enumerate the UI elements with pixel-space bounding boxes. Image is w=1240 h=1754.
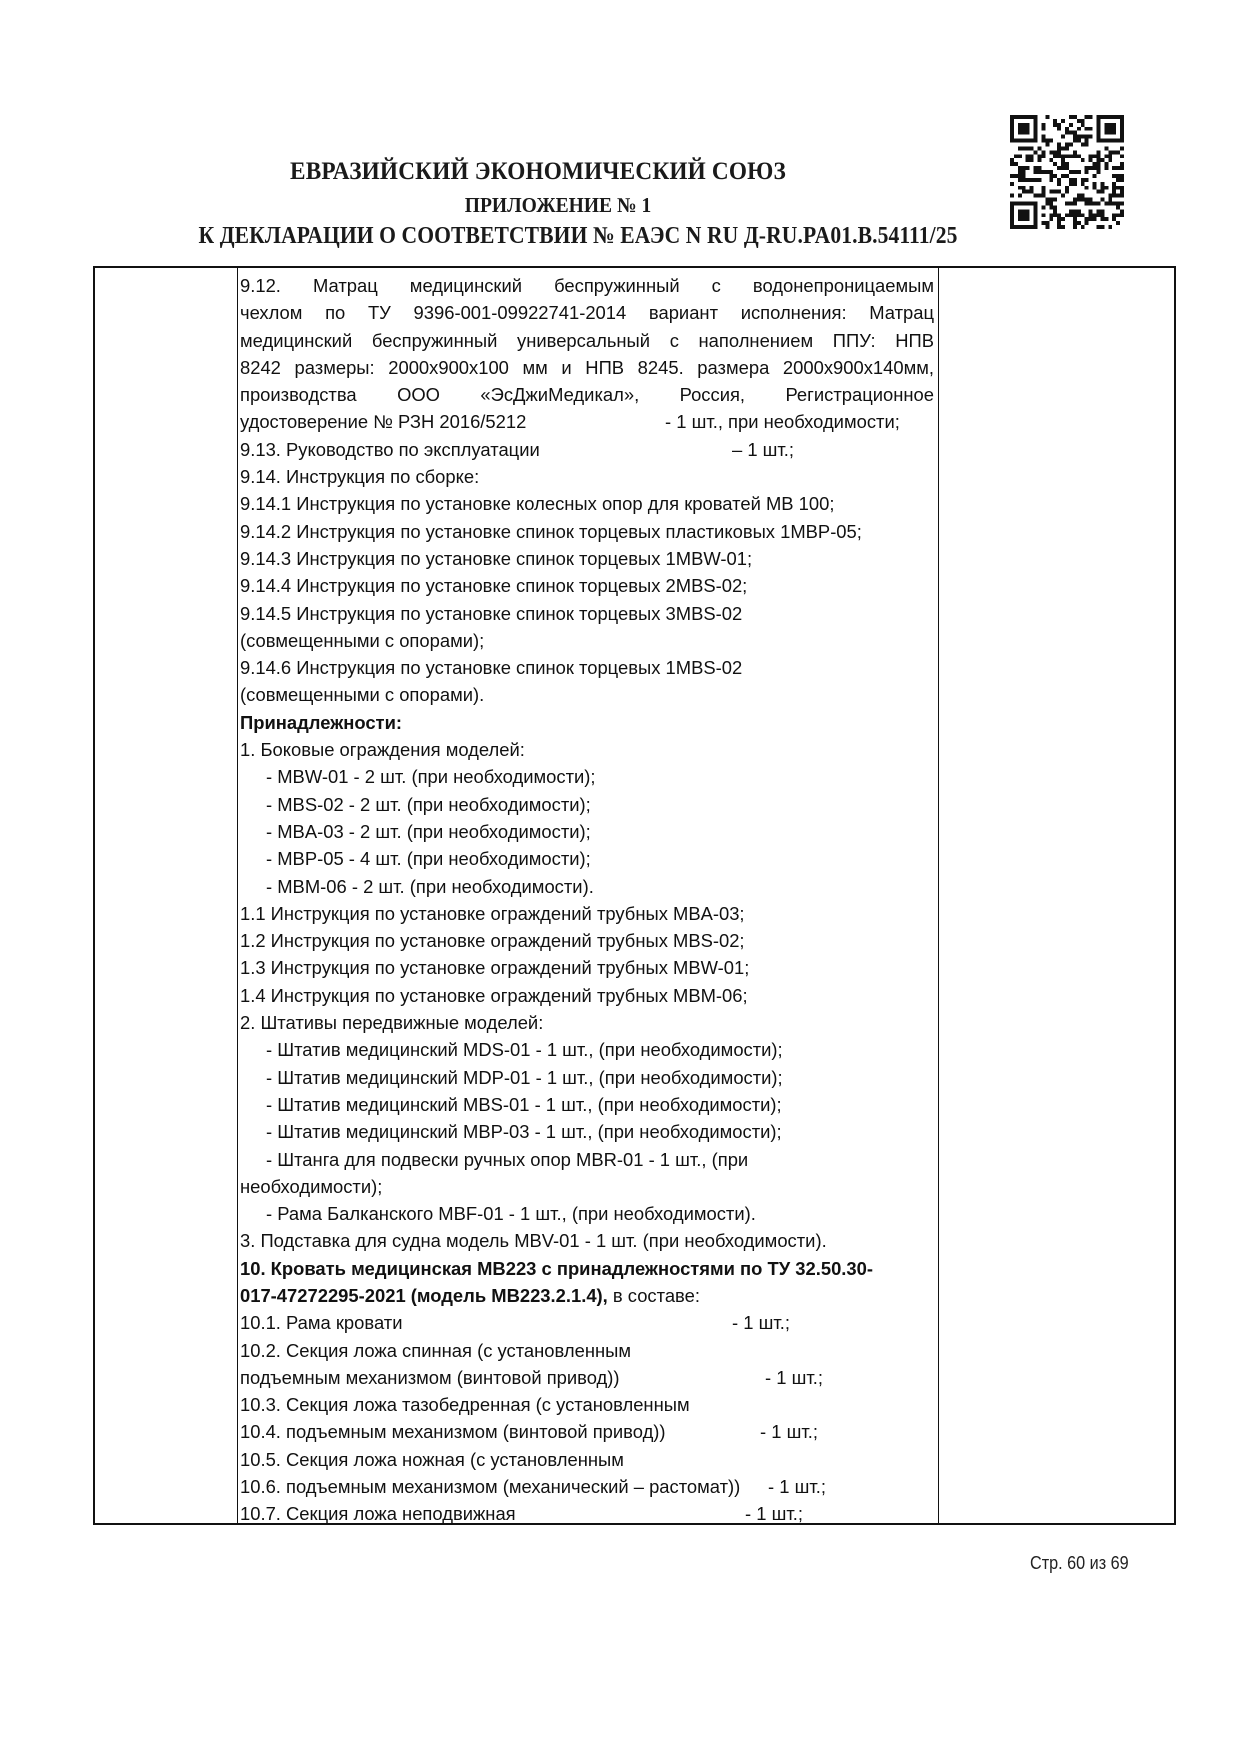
table-line bbox=[240, 1173, 934, 1200]
line-suffix: в составе: bbox=[607, 1284, 700, 1306]
table-line bbox=[240, 873, 934, 900]
line-text: 1.3 Инструкция по установке ограждений трубных MBW-01; bbox=[240, 957, 750, 979]
table-line bbox=[240, 927, 934, 954]
line-text: 9.14.3 Инструкция по установке спинок торцевых 1MBW-01; bbox=[240, 547, 753, 569]
table-line bbox=[240, 1255, 934, 1282]
line-text: 9.12. Матрац медицинский беспружинный с водонепроницаемым bbox=[240, 275, 934, 296]
table-line bbox=[240, 299, 934, 326]
table-line bbox=[240, 1009, 934, 1036]
line-text: 1.2 Инструкция по установке ограждений трубных MBS-02; bbox=[240, 930, 745, 952]
line-text: 10.5. Секция ложа ножная (с установленным bbox=[240, 1448, 624, 1470]
qr-code-icon bbox=[1010, 115, 1124, 229]
table-line bbox=[240, 1446, 934, 1473]
table-line bbox=[240, 272, 934, 299]
line-text: 1.1 Инструкция по установке ограждений трубных MBA-03; bbox=[240, 902, 745, 924]
line-text: 9.14.5 Инструкция по установке спинок торцевых 3MBS-02 bbox=[240, 602, 743, 624]
line-text: 9.14.1 Инструкция по установке колесных опор для кроватей MB 100; bbox=[240, 493, 835, 515]
table-line bbox=[240, 627, 934, 654]
line-text: 2. Штативы передвижные моделей: bbox=[240, 1012, 544, 1034]
line-text: 8242 размеры: 2000х900х100 мм и НПВ 8245. размера 2000х900х140мм, bbox=[240, 356, 934, 378]
table-line bbox=[240, 1227, 934, 1254]
declaration-title: К ДЕКЛАРАЦИИ О СООТВЕТСТВИИ № ЕАЭС N RU Д-RU.PA01.B.54111/25 bbox=[198, 223, 958, 249]
line-text: - MBM-06 - 2 шт. (при необходимости). bbox=[266, 875, 594, 897]
line-text: Принадлежности: bbox=[240, 711, 402, 733]
page-number: Стр. 60 из 69 bbox=[1030, 1553, 1129, 1573]
line-text: - Рама Балканского MBF-01 - 1 шт., (при необходимости). bbox=[266, 1203, 756, 1225]
table-content-column bbox=[240, 272, 934, 1528]
line-text: 1. Боковые ограждения моделей: bbox=[240, 739, 525, 761]
quantity-label: - 1 шт., при необходимости; bbox=[665, 411, 900, 433]
table-line bbox=[240, 1337, 934, 1364]
line-text: 10.2. Секция ложа спинная (с установленным bbox=[240, 1339, 631, 1361]
quantity-label: - 1 шт.; bbox=[765, 1366, 823, 1388]
line-text: 9.14. Инструкция по сборке: bbox=[240, 466, 480, 488]
table-line bbox=[240, 900, 934, 927]
appendix-title: ПРИЛОЖЕНИЕ № 1 bbox=[464, 193, 652, 217]
line-text: - Штатив медицинский MBP-03 - 1 шт., (при необходимости); bbox=[266, 1121, 782, 1143]
line-text: (совмещенными с опорами); bbox=[240, 629, 485, 651]
table-line bbox=[240, 1118, 934, 1145]
line-text: 10.1. Рама кровати bbox=[240, 1312, 403, 1334]
line-text: 3. Подставка для судна модель MBV-01 - 1 шт. (при необходимости). bbox=[240, 1230, 827, 1252]
line-text: 10.3. Секция ложа тазобедренная (с установленным bbox=[240, 1394, 690, 1416]
table-line bbox=[240, 1282, 934, 1309]
table-line bbox=[240, 681, 934, 708]
table-line bbox=[240, 654, 934, 681]
table-line bbox=[240, 1064, 934, 1091]
line-text: чехлом по ТУ 9396-001-09922741-2014 вариант исполнения: Матрац bbox=[240, 302, 934, 324]
table-line bbox=[240, 1500, 934, 1527]
column-divider-right bbox=[938, 268, 939, 1523]
table-line bbox=[240, 490, 934, 517]
line-text: - Штатив медицинский MBS-01 - 1 шт., (при необходимости); bbox=[266, 1093, 782, 1115]
table-line bbox=[240, 1146, 934, 1173]
table-line bbox=[240, 1418, 934, 1445]
line-text: - Штанга для подвески ручных опор MBR-01 - 1 шт., (при bbox=[266, 1148, 749, 1170]
line-text: 9.14.4 Инструкция по установке спинок торцевых 2MBS-02; bbox=[240, 575, 748, 597]
table-line bbox=[240, 709, 934, 736]
table-line bbox=[240, 1091, 934, 1118]
table-line bbox=[240, 736, 934, 763]
quantity-label: - 1 шт.; bbox=[732, 1312, 790, 1334]
column-divider-left bbox=[237, 268, 238, 1523]
table-line bbox=[240, 1473, 934, 1500]
line-text: 017-47272295-2021 (модель MB223.2.1.4), bbox=[240, 1284, 608, 1306]
table-line bbox=[240, 1309, 934, 1336]
table-line bbox=[240, 600, 934, 627]
table-line bbox=[240, 1036, 934, 1063]
line-text: - Штатив медицинский MDP-01 - 1 шт., (при необходимости); bbox=[266, 1066, 783, 1088]
table-line bbox=[240, 845, 934, 872]
line-text: 9.14.2 Инструкция по установке спинок торцевых пластиковых 1MBP-05; bbox=[240, 520, 862, 542]
table-line bbox=[240, 545, 934, 572]
line-text: 10.4. подъемным механизмом (винтовой привод)) bbox=[240, 1421, 666, 1443]
table-line bbox=[240, 791, 934, 818]
line-text: 9.13. Руководство по эксплуатации bbox=[240, 438, 540, 460]
quantity-label: - 1 шт.; bbox=[760, 1421, 818, 1443]
line-text: подъемным механизмом (винтовой привод)) bbox=[240, 1366, 620, 1388]
line-text: медицинский беспружинный универсальный с наполнением ППУ: НПВ bbox=[240, 329, 934, 351]
line-text: (совмещенными с опорами). bbox=[240, 684, 485, 706]
table-line bbox=[240, 1391, 934, 1418]
union-title: ЕВРАЗИЙСКИЙ ЭКОНОМИЧЕСКИЙ СОЮЗ bbox=[290, 158, 786, 185]
table-line bbox=[240, 381, 934, 408]
table-line bbox=[240, 763, 934, 790]
line-text: - Штатив медицинский MDS-01 - 1 шт., (при необходимости); bbox=[266, 1039, 783, 1061]
line-text: 10.6. подъемным механизмом (механический – растомат)) bbox=[240, 1476, 741, 1498]
table-line bbox=[240, 327, 934, 354]
table-line bbox=[240, 572, 934, 599]
table-line bbox=[240, 463, 934, 490]
table-line bbox=[240, 818, 934, 845]
table-line bbox=[240, 1364, 934, 1391]
quantity-label: – 1 шт.; bbox=[732, 438, 795, 460]
quantity-label: - 1 шт.; bbox=[768, 1476, 826, 1498]
line-text: 10. Кровать медицинская MB223 с принадлежностями по ТУ 32.50.30- bbox=[240, 1257, 873, 1279]
table-line bbox=[240, 518, 934, 545]
line-text: - MBW-01 - 2 шт. (при необходимости); bbox=[266, 766, 596, 788]
line-text: - MBA-03 - 2 шт. (при необходимости); bbox=[266, 820, 591, 842]
line-text: удостоверение № РЗН 2016/5212 bbox=[240, 411, 527, 433]
line-text: 10.7. Секция ложа неподвижная bbox=[240, 1503, 516, 1525]
line-text: - MBS-02 - 2 шт. (при необходимости); bbox=[266, 793, 591, 815]
line-text: производства ООО «ЭсДжиМедикал», Россия, Регистрационное bbox=[240, 384, 934, 406]
table-line bbox=[240, 436, 934, 463]
table-line bbox=[240, 1200, 934, 1227]
table-line bbox=[240, 354, 934, 381]
quantity-label: - 1 шт.; bbox=[745, 1503, 803, 1525]
table-line bbox=[240, 954, 934, 981]
table-line bbox=[240, 982, 934, 1009]
line-text: 1.4 Инструкция по установке ограждений трубных MBM-06; bbox=[240, 984, 748, 1006]
line-text: - MBP-05 - 4 шт. (при необходимости); bbox=[266, 848, 591, 870]
table-line bbox=[240, 408, 934, 435]
line-text: 9.14.6 Инструкция по установке спинок торцевых 1MBS-02 bbox=[240, 657, 743, 679]
line-text: необходимости); bbox=[240, 1175, 383, 1197]
